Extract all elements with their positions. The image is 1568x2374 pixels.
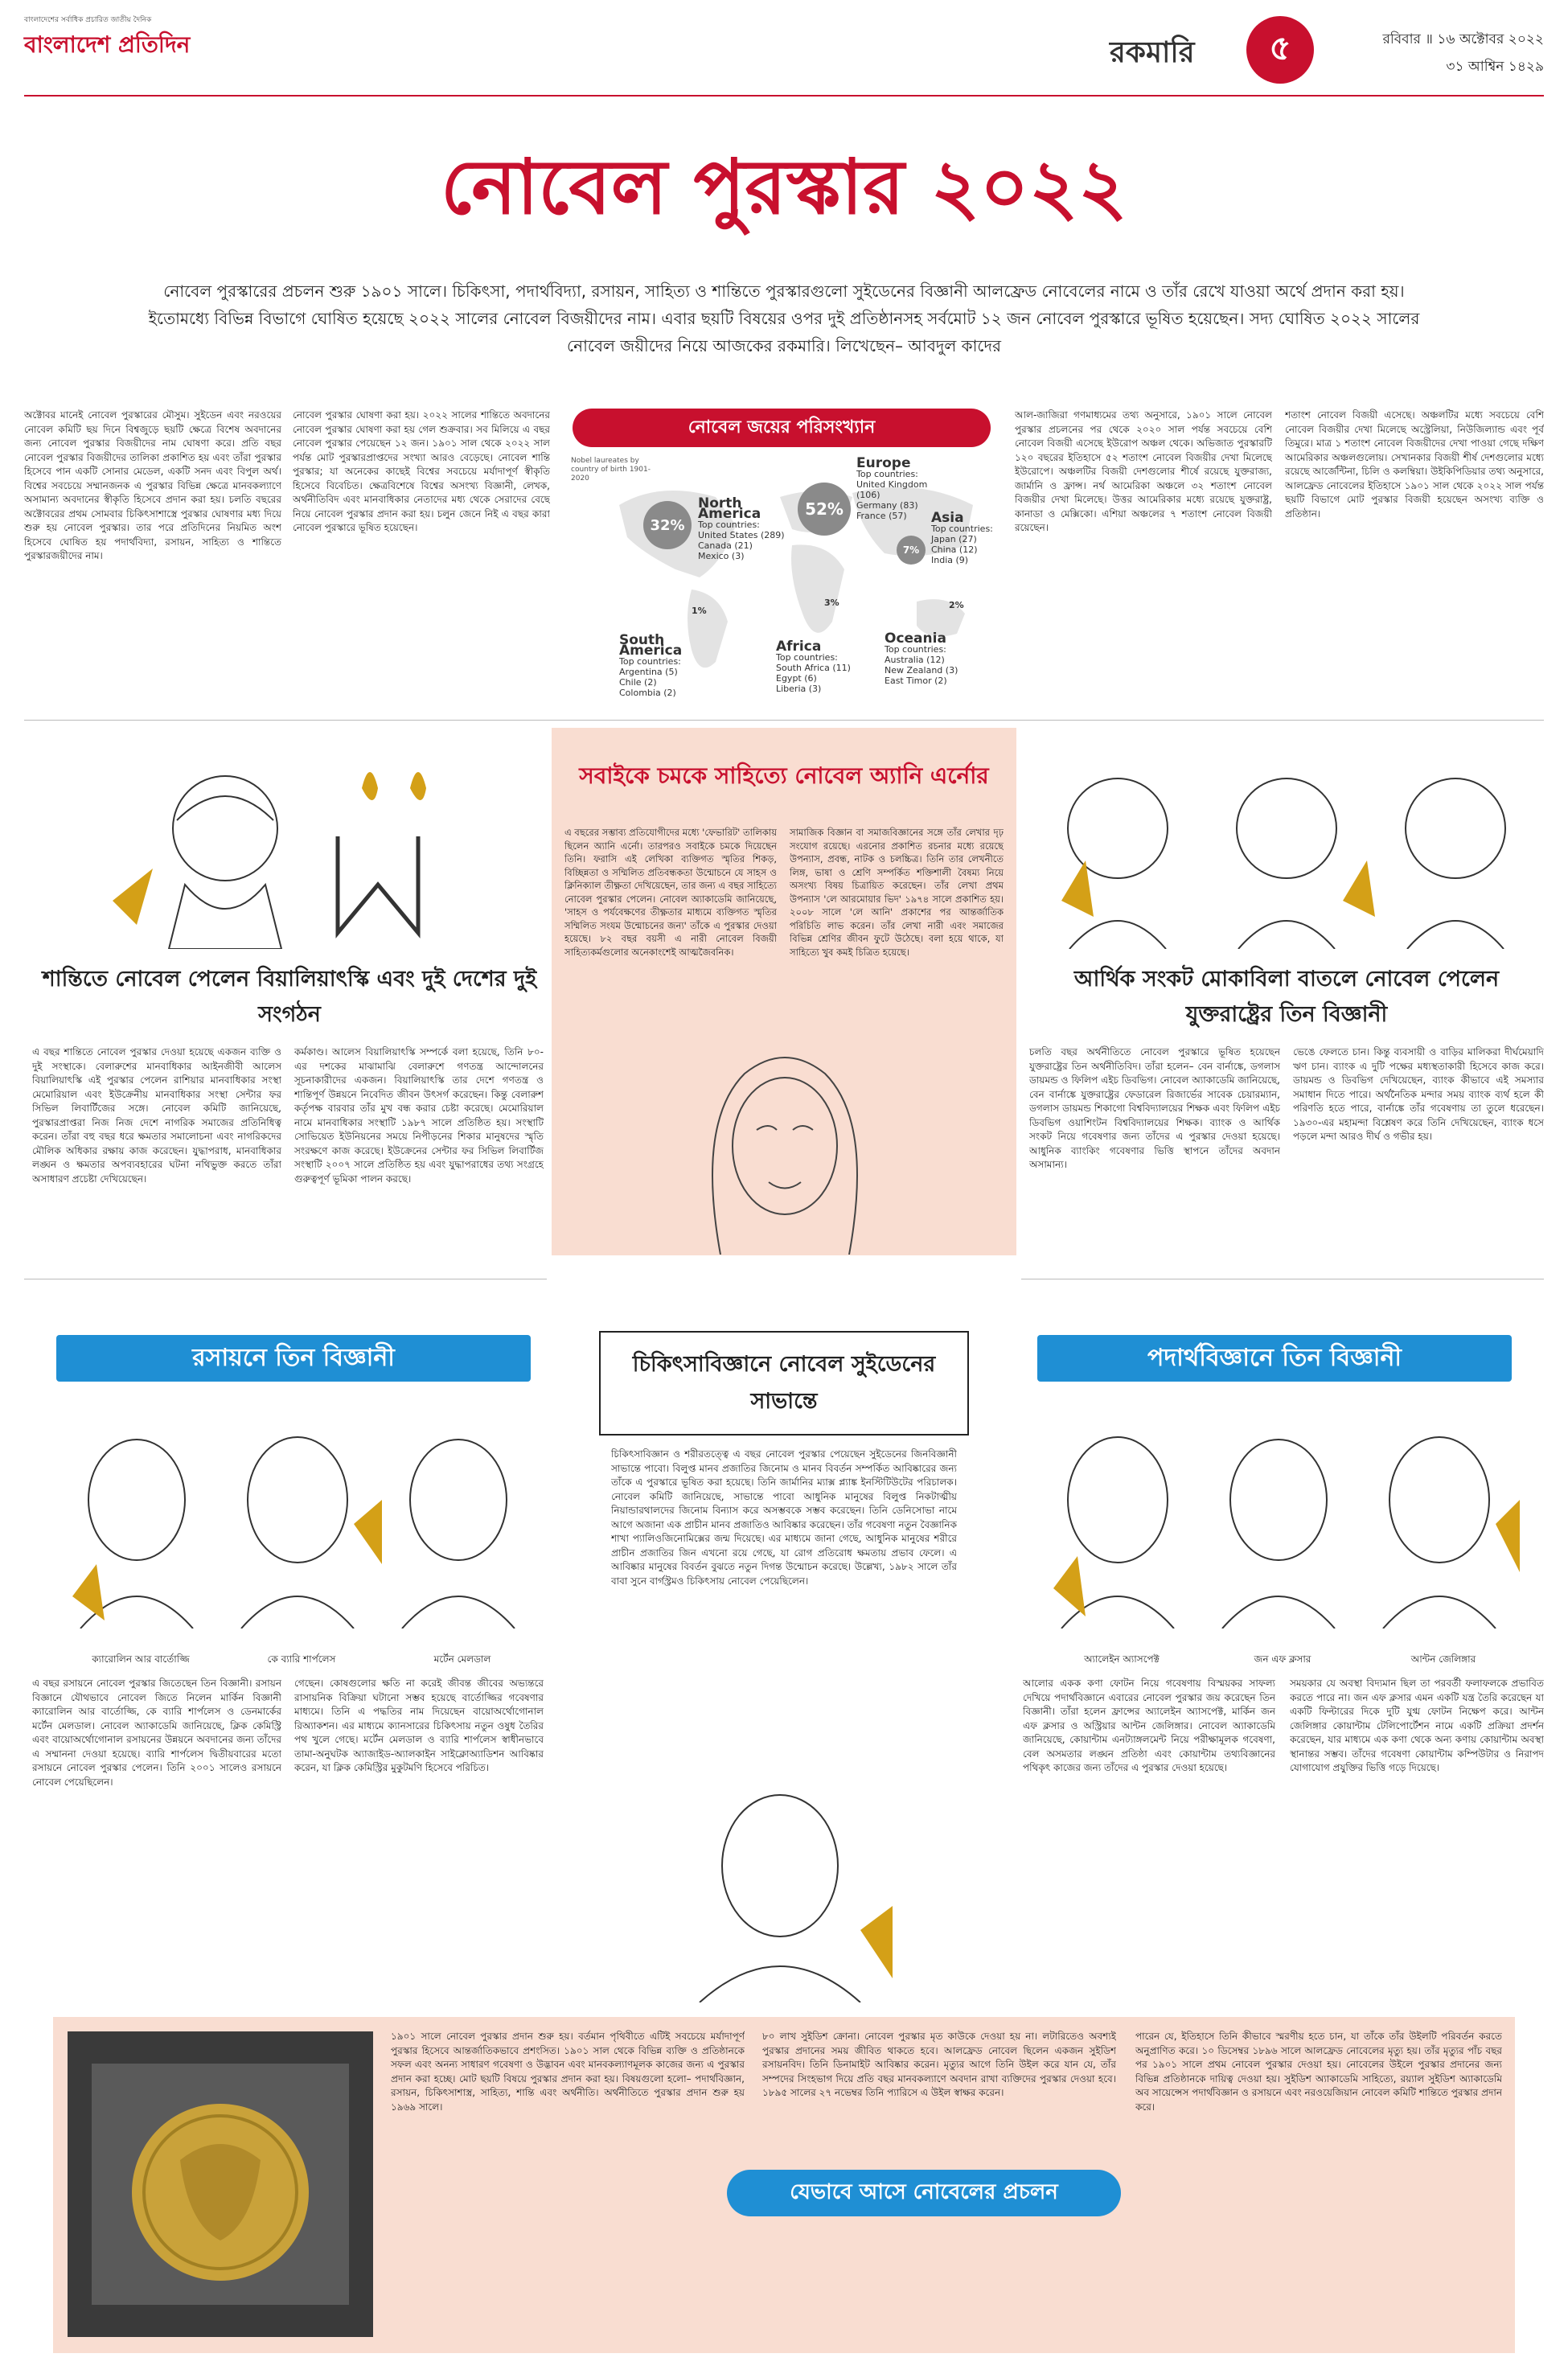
region-top-label: Top countries: bbox=[885, 644, 946, 655]
masthead bbox=[24, 16, 201, 88]
region-top-label: Top countries: bbox=[619, 656, 681, 667]
physics-caption-1: অ্যালেইন অ্যাসপেক্ট bbox=[1084, 1653, 1160, 1665]
section-divider bbox=[24, 720, 1544, 721]
chemistry-caption-2: কে ব্যারি শার্পলেস bbox=[267, 1653, 336, 1665]
header-divider bbox=[24, 95, 1544, 97]
history-heading: যেভাবে আসে নোবেলের প্রচলন bbox=[727, 2170, 1121, 2216]
top-article-col4: শতাংশ নোবেল বিজয়ী এসেছে। অঞ্চলটির মধ্যে সবচেয়ে বেশি নোবেল বিজয়ীর দেখা মিলেছে অস্ট্রেলিয়া, নিউজিল্যান্ড এবং পূর্ব তিমুরে। মাত্র ১ শতাংশ নোবেল বিজয়ীদের দেখা পাওয়া গেছে দক্ষিণ আমেরিকার অঞ্চলগুলোয়। সেখানকার বিজয়ী শীর্ষ দেশগুলোর মধ্যে রয়েছে আর্জেন্টিনা, চিলি ও কলম্বিয়া। উইকিপিডিয়ার তথ্য অনুসারে, আলফ্রেড নোবেলের ইতিহাসে ১৯০১ সাল থেকে ২০২২ সাল পর্যন্ত ছয়টি বিভাগে মোট পুরস্কার বিজয়ী হয়েছেন অসংখ্য ব্যক্তি ও প্রতিষ্ঠান। bbox=[1285, 409, 1544, 520]
asia-pct: 7% bbox=[897, 536, 926, 565]
region-country: Liberia (3) bbox=[776, 684, 822, 694]
peace-headline: শান্তিতে নোবেল পেলেন বিয়ালিয়াৎস্কি এবং দুই দেশের দুই সংগঠন bbox=[42, 967, 537, 1027]
medicine-headline-box bbox=[599, 1331, 969, 1435]
literature-laureate-portrait bbox=[648, 1025, 922, 1255]
page-number-badge: ৫ bbox=[1246, 16, 1314, 84]
date-line-bengali: ৩১ আশ্বিন ১৪২৯ bbox=[1446, 59, 1544, 75]
physics-heading: পদার্থবিজ্ঞানে তিন বিজ্ঞানী bbox=[1037, 1335, 1512, 1382]
medicine-headline: চিকিৎসাবিজ্ঞানে নোবেল সুইডেনের সাভান্তে bbox=[632, 1352, 936, 1414]
region-name: Oceania bbox=[885, 630, 946, 647]
literature-headline: সবাইকে চমকে সাহিত্যে নোবেল অ্যানি এর্নোর bbox=[579, 762, 989, 789]
region-country: Chile (2) bbox=[619, 677, 657, 688]
medicine-col1: চিকিৎসাবিজ্ঞান ও শরীরতত্ত্বে এ বছর নোবেল পুরস্কার পেয়েছেন সুইডেনের জিনবিজ্ঞানী সাভান্তে পাবো। বিলুপ্ত মানব প্রজাতির জিনোম ও মানব বিবর্তন সম্পর্কিত আবিষ্কারের জন্য তাঁকে এ পুরস্কারে ভূষিত করা হয়েছে। তিনি জার্মানির ম্যাক্স প্ল্যাঙ্ক ইনস্টিটিউটের পরিচালক। নোবেল কমিটি জানিয়েছে, সাভান্তে পাবো আধুনিক মানুষের বিলুপ্ত নিকটাত্মীয় নিয়ান্ডারথালদের জিনোম বিন্যাস করে অসম্ভবকে সম্ভব করেছেন। তিনি ডেনিসোভা নামে আগে অজানা এক প্রাচীন মানব প্রজাতিও আবিষ্কার করেছেন। তাঁর গবেষণা নতুন বৈজ্ঞানিক শাখা প্যালিওজিনোমিক্সের জন্ম দিয়েছে। এর মাধ্যমে জানা গেছে, আধুনিক মানুষের শরীরে প্রাচীন প্রজাতির জিন এখনো রয়ে গেছে, যা রোগ প্রতিরোধ ক্ষমতায় প্রভাব ফেলে। এ আবিষ্কার মানুষের বিবর্তন বুঝতে নতুন দিগন্ত উন্মোচন করেছে। উল্লেখ্য, ১৯৮২ সালে তাঁর বাবা সুনে বার্গস্ট্রমও চিকিৎসায় নোবেল পেয়েছিলেন। bbox=[611, 1448, 957, 1587]
region-country: East Timor (2) bbox=[885, 676, 947, 686]
peace-col2: কর্মকাণ্ড। আলেস বিয়ালিয়াৎস্কি সম্পর্কে বলা হয়েছে, তিনি ৮০-এর দশকের মাঝামাঝি বেলারুশে গণতন্ত্র আন্দোলনের সূচনাকারীদের একজন। বিয়ালিয়াৎস্কি তার দেশে গণতন্ত্র ও শান্তিপূর্ণ উন্নয়নে নিবেদিত জীবন উৎসর্গ করেছেন। কিন্তু বেলারুশ কর্তৃপক্ষ বারবার তাঁর মুখ বন্ধ করার চেষ্টা করেছে। মেমোরিয়াল নামে মানবাধিকার সংস্থাটি ১৯৮৭ সালে প্রতিষ্ঠিত হয়। সংস্থাটি সোভিয়েত ইউনিয়নের সময়ে নিপীড়নের শিকার মানুষদের স্মৃতি সংরক্ষণে কাজ করেছে। ইউক্রেনের সেন্টার ফর সিভিল লিবার্টিজ সংস্থাটি ২০০৭ সালে প্রতিষ্ঠিত হয় এবং যুদ্ধাপরাধের তথ্য সংগ্রহে গুরুত্বপূর্ণ ভূমিকা পালন করছে। bbox=[294, 1046, 544, 1185]
region-name: Africa bbox=[776, 639, 822, 655]
region-country: Germany (83) bbox=[856, 500, 918, 511]
region-top-label: Top countries: bbox=[698, 520, 760, 530]
peace-laureate-illustration bbox=[64, 740, 515, 949]
region-oceania bbox=[885, 630, 973, 686]
history-col2-top: ৮০ লাখ সুইডিশ ক্রোনা। নোবেল পুরস্কার মৃত কাউকে দেওয়া হয় না। লটারিতেও অবশ্যই পুরস্কার প্রদানের সময় জীবিত থাকতে হবে। আলফ্রেড নোবেল ছিলেন একজন সুইডিশ রসায়নবিদ। তিনি ডিনামাইট আবিষ্কার করেন। মৃত্যুর আগে তিনি উইল করে যান যে, তাঁর সম্পদের সিংহভাগ দিয়ে প্রতি বছর মানবকল্যাণে অবদান রাখা ব্যক্তিদের পুরস্কার দেওয়া হবে। ১৮৯৫ সালের ২৭ নভেম্বর তিনি প্যারিসে এ উইল স্বাক্ষর করেন। bbox=[762, 2031, 1116, 2098]
physics-caption-2: জন এফ ক্লসার bbox=[1254, 1653, 1311, 1665]
region-name: South America bbox=[619, 632, 683, 659]
economics-col2: ভেঙে ফেলতে চান। কিন্তু ব্যবসায়ী ও বাড়ির মালিকরা দীর্ঘমেয়াদি ঋণ চান। ব্যাংক এ দুটি পক্ষের মধ্যস্থতাকারী হিসেবে কাজ করে। ডায়মন্ড ও ডিবভিগ দেখিয়েছেন, ব্যাংক কীভাবে এই সমস্যার সমাধান দিতে পারে। অর্থনৈতিক মন্দার সময় ব্যাংক ব্যর্থ হলে কী পরিণতি হতে পারে, বার্নাঙ্কে তাঁর গবেষণায় তা তুলে ধরেছেন। ১৯৩০-এর মহামন্দা বিশ্লেষণ করে তিনি দেখিয়েছেন, ব্যাংক ধসে পড়লে মন্দা আরও দীর্ঘ ও গভীর হয়। bbox=[1293, 1046, 1544, 1142]
region-country: Argentina (5) bbox=[619, 667, 678, 677]
chemistry-laureates-illustration bbox=[64, 1403, 531, 1629]
region-country: France (57) bbox=[856, 511, 907, 521]
peace-col1: এ বছর শান্তিতে নোবেল পুরস্কার দেওয়া হয়েছে একজন ব্যক্তি ও দুই সংস্থাকে। বেলারুশের মানবাধিকার আইনজীবী আলেস বিয়ালিয়াৎস্কি এই পুরস্কার পেলেন রাশিয়ার মানবাধিকার সংস্থা মেমোরিয়াল এবং ইউক্রেনীয় মানবাধিকার সংস্থা সেন্টার ফর সিভিল লিবার্টিজের সঙ্গে। নোবেল কমিটি জানিয়েছে, পুরস্কারপ্রাপ্তরা নিজ নিজ দেশে নাগরিক সমাজের প্রতিনিধিত্ব করেন। তাঁরা বহু বছর ধরে ক্ষমতার সমালোচনা এবং নাগরিকদের মৌলিক অধিকার রক্ষায় কাজ করেছেন। যুদ্ধাপরাধ, মানবাধিকার লঙ্ঘন ও ক্ষমতার অপব্যবহারের ঘটনা নথিভুক্ত করতে তাঁরা অসাধারণ প্রচেষ্টা দেখিয়েছেন। bbox=[32, 1046, 281, 1185]
economics-headline: আর্থিক সংকট মোকাবিলা বাতলে নোবেল পেলেন যুক্তরাষ্ট্রের তিন বিজ্ঞানী bbox=[1073, 967, 1500, 1027]
physics-laureates-illustration bbox=[1037, 1403, 1520, 1629]
region-north-america bbox=[698, 495, 786, 561]
economics-laureates-illustration bbox=[1037, 740, 1536, 949]
literature-section bbox=[552, 728, 1016, 1255]
chemistry-caption-1: ক্যারোলিন আর বার্তোজ্জি bbox=[92, 1653, 190, 1665]
infographic-heading: নোবেল জয়ের পরিসংখ্যান bbox=[573, 409, 991, 447]
chemistry-col2: গেছেন। কোষগুলোর ক্ষতি না করেই জীবন্ত জীবের অভ্যন্তরে রাসায়নিক বিক্রিয়া ঘটানো সম্ভব হয়েছে বার্তোজ্জির গবেষণার মাধ্যমে। তিনি এ পদ্ধতির নাম দিয়েছেন বায়োঅর্থোগোনাল রিঅ্যাকশন। এর মাধ্যমে ক্যানসারের চিকিৎসায় নতুন ওষুধ তৈরির পথ খুলে গেছে। মর্টেন মেলডাল ও ব্যারি শার্পলেস স্বাধীনভাবে তামা-অনুঘটক অ্যাজাইড-অ্যালকাইন সাইক্লোঅ্যাডিশন আবিষ্কার করেন, যা ক্লিক কেমিস্ট্রির মুকুটমণি হিসেবে পরিচিত। bbox=[294, 1678, 544, 1773]
top-article-col1: অক্টোবর মানেই নোবেল পুরস্কারের মৌসুম। সুইডেন এবং নরওয়ের নোবেল কমিটি ছয় দিনে বিশ্বজুড়ে ছয়টি ক্ষেত্রে বিশেষ অবদানের জন্য নোবেল পুরস্কার বিজয়ীদের নাম ঘোষণা করে। প্রতি বছর নোবেল পুরস্কার বিজয়ীদের তালিকা প্রকাশিত হয় এবং তাঁরা পুরস্কার হিসেবে পান একটি সোনার মেডেল, একটি সনদ এবং বিপুল অর্থ। বিশ্বের সবচেয়ে সম্মানজনক এ পুরস্কার বিভিন্ন ক্ষেত্রে মানবকল্যাণে অসামান্য অবদানের স্বীকৃতি হিসেবে প্রদান করা হয়। চলতি বছরের অক্টোবরের প্রথম সোমবার চিকিৎসাশাস্ত্রে পুরস্কার ঘোষণার মধ্য দিয়ে শুরু হয় নোবেল পুরস্কার। তার পরে প্রতিদিনের নিয়মিত অংশ হিসেবে ঘোষিত হয় পদার্থবিদ্যা, রসায়ন, সাহিত্য ও শান্তিতে পুরস্কারজয়ীদের নাম। bbox=[24, 409, 281, 561]
region-country: Egypt (6) bbox=[776, 673, 817, 684]
masthead-tagline: বাংলাদেশের সর্বাধিক প্রচারিত জাতীয় দৈনিক bbox=[24, 16, 152, 24]
region-top-label: Top countries: bbox=[776, 652, 838, 663]
region-country: Australia (12) bbox=[885, 655, 945, 665]
nobel-stats-infographic bbox=[563, 409, 1001, 710]
economics-col1: চলতি বছর অর্থনীতিতে নোবেল পুরস্কারে ভূষিত হয়েছেন যুক্তরাষ্ট্রের তিন অর্থনীতিবিদ। তাঁরা হলেন– বেন বার্নাঙ্কে, ডগলাস ডায়মন্ড ও ফিলিপ এইচ ডিবভিগ। নোবেল অ্যাকাডেমি জানিয়েছে, বেন বার্নাঙ্কে যুক্তরাষ্ট্রের ফেডারেল রিজার্ভের সাবেক চেয়ারম্যান, ডগলাস ডায়মন্ড শিকাগো বিশ্ববিদ্যালয়ের শিক্ষক এবং ফিলিপ এইচ ডিবভিগ ওয়াশিংটন বিশ্ববিদ্যালয়ের শিক্ষক। ব্যাংক ও আর্থিক সংকট নিয়ে গবেষণার জন্য তাঁদের এ পুরস্কার দেওয়া হয়েছে। আধুনিক ব্যাংকিং গবেষণার ভিত্তি স্থাপনে তাঁদের অবদান অসামান্য। bbox=[1029, 1046, 1280, 1170]
literature-col1: এ বছরের সম্ভাব্য প্রতিযোগীদের মধ্যে 'ফেভারিট' তালিকায় ছিলেন অ্যানি এর্নো। তারপরও সবাইকে চমকে দিয়েছেন তিনি। ফরাসি এই লেখিকা ব্যক্তিগত স্মৃতির শিকড়, বিচ্ছিন্নতা ও সম্মিলিত প্রতিবন্ধকতা উন্মোচনে যে সাহস ও ক্লিনিক্যাল তীক্ষ্ণতা দেখিয়েছেন, তার জন্য এ বছর সাহিত্যে নোবেল পুরস্কার পেলেন। নোবেল অ্যাকাডেমি জানিয়েছে, 'সাহস ও পর্যবেক্ষণের তীক্ষ্ণতার মাধ্যমে ব্যক্তিগত স্মৃতির সম্মিলিত সংযম উন্মোচনের জন্য' তাঁকে এ পুরস্কার দেওয়া হয়েছে। ৮২ বছর বয়সী এ নারী নোবেল বিজয়ী সাহিত্যকর্মগুলোর অনেকাংশেই আত্মজৈবনিক। bbox=[564, 827, 777, 958]
chemistry-col1: এ বছর রসায়নে নোবেল পুরস্কার জিতেছেন তিন বিজ্ঞানী। রসায়ন বিজ্ঞানে যৌথভাবে নোবেল জিতে নিলেন মার্কিন বিজ্ঞানী ক্যারোলিন আর বার্তোজ্জি, কে ব্যারি শার্পলেস ও ডেনমার্কের মর্টেন মেলডাল। নোবেল অ্যাকাডেমি জানিয়েছে, ক্লিক কেমিস্ট্রি এবং বায়োঅর্থোগোনাল রসায়নের উন্নয়নে অবদানের জন্য তাঁদের এ সম্মাননা দেওয়া হয়েছে। ব্যারি শার্পলেস দ্বিতীয়বারের মতো রসায়নে নোবেল পুরস্কার পেলেন। তিনি ২০০১ সালেও রসায়নে নোবেল পেয়েছিলেন। bbox=[32, 1678, 281, 1788]
oceania-pct: 2% bbox=[949, 600, 964, 610]
region-country: Mexico (3) bbox=[698, 551, 745, 561]
region-country: India (9) bbox=[931, 555, 969, 565]
physics-col1: আলোর একক কণা ফোটন নিয়ে গবেষণায় বিস্ময়কর সাফল্য দেখিয়ে পদার্থবিজ্ঞানে এবারের নোবেল পুরস্কার জয় করেছেন তিন বিজ্ঞানী। তাঁরা হলেন ফ্রান্সের অ্যালেইন অ্যাসপেক্ট, মার্কিন জন এফ ক্লসার ও অস্ট্রিয়ার আন্টন জেলিঙ্গার। নোবেল অ্যাকাডেমি জানিয়েছে, কোয়ান্টাম এনট্যাঙ্গলমেন্ট নিয়ে পরীক্ষামূলক গবেষণা, বেল অসমতার লঙ্ঘন প্রতিষ্ঠা এবং কোয়ান্টাম তথ্যবিজ্ঞানের পথিকৃৎ কাজের জন্য তাঁদের এ পুরস্কার দেওয়া হয়েছে। bbox=[1023, 1678, 1275, 1773]
chemistry-heading: রসায়নে তিন বিজ্ঞানী bbox=[56, 1335, 531, 1382]
region-top-label: Top countries: bbox=[931, 524, 993, 534]
history-col3: পারেন যে, ইতিহাসে তিনি কীভাবে স্মরণীয় হতে চান, যা তাঁকে তাঁর উইলটি পরিবর্তন করতে অনুপ্রাণিত করে। ১০ ডিসেম্বর ১৮৯৬ সালে আলফ্রেড নোবেলের মৃত্যু হয়। তাঁর মৃত্যুর পাঁচ বছর পর ১৯০১ সালে প্রথম নোবেল পুরস্কার দেওয়া হয়। নোবেলের উইলে পুরস্কার প্রদানের জন্য বিভিন্ন প্রতিষ্ঠানকে দায়িত্ব দেওয়া হয়। সুইডিশ অ্যাকাডেমি সাহিত্যে, রয়্যাল সুইডিশ অ্যাকাডেমি অব সায়েন্সেস পদার্থবিজ্ঞান ও রসায়নে এবং নরওয়েজিয়ান নোবেল কমিটি শান্তিতে পুরস্কার প্রদান করে। bbox=[1135, 2031, 1502, 2113]
chemistry-caption-3: মর্টেন মেলডাল bbox=[433, 1653, 491, 1665]
region-country: New Zealand (3) bbox=[885, 665, 958, 676]
date-line-gregorian: রবিবার ॥ ১৬ অক্টোবর ২০২২ bbox=[1382, 31, 1544, 47]
region-asia bbox=[931, 510, 999, 565]
history-col1: ১৯০১ সালে নোবেল পুরস্কার প্রদান শুরু হয়। বর্তমান পৃথিবীতে এটিই সবচেয়ে মর্যাদাপূর্ণ পুরস্কার হিসেবে আন্তর্জাতিকভাবে প্রশংসিত। ১৯০১ সাল থেকে বিভিন্ন ব্যক্তি ও প্রতিষ্ঠানকে সফল এবং অনন্য সাধারণ গবেষণা ও উদ্ভাবন এবং মানবকল্যাণমূলক কাজের জন্য এ পুরস্কার প্রদান করা হচ্ছে। মোট ছয়টি বিষয়ে পুরস্কার প্রদান করা হয়। বিষয়গুলো হলো– পদার্থবিজ্ঞান, রসায়ন, চিকিৎসাশাস্ত্র, সাহিত্য, শান্তি এবং অর্থনীতি। অর্থনীতিতে পুরস্কার প্রদান শুরু হয় ১৯৬৯ সালে। bbox=[391, 2031, 745, 2113]
medicine-laureate-portrait bbox=[659, 1769, 909, 2002]
masthead-paper-name: বাংলাদেশ প্রতিদিন bbox=[24, 31, 191, 58]
region-country: United Kingdom (106) bbox=[856, 479, 928, 500]
section-label: রকমারি bbox=[1110, 36, 1195, 69]
infographic-subtitle: Nobel laureates by country of birth 1901-2020 bbox=[571, 457, 651, 483]
africa-pct: 3% bbox=[824, 598, 839, 608]
intro-paragraph: নোবেল পুরস্কারের প্রচলন শুরু ১৯০১ সালে। চিকিৎসা, পদার্থবিদ্যা, রসায়ন, সাহিত্য ও শান্তিতে পুরস্কারগুলো সুইডেনের বিজ্ঞানী আলফ্রেড নোবেলের নামে ও তাঁর রেখে যাওয়া অর্থে প্রদান করা হয়। ইতোমধ্যে বিভিন্ন বিভাগে ঘোষিত হয়েছে ২০২২ সালের নোবেল বিজয়ীদের নাম। এবার ছয়টি বিষয়ের ওপর দুই প্রতিষ্ঠানসহ সর্বমোট ১২ জন নোবেল পুরস্কারে ভূষিত হয়েছেন। সদ্য ঘোষিত ২০২২ সালের নোবেল জয়ীদের নিয়ে আজকের রকমারি। লিখেছেন– আবদুল কাদের bbox=[148, 281, 1420, 355]
north-america-pct: 32% bbox=[643, 501, 692, 549]
history-section bbox=[53, 2017, 1515, 2353]
region-name: North America bbox=[698, 495, 761, 522]
region-country: Canada (21) bbox=[698, 540, 753, 551]
region-name: Europe bbox=[856, 455, 911, 471]
region-africa bbox=[776, 639, 856, 694]
south-america-pct: 1% bbox=[692, 606, 707, 616]
region-top-label: Top countries: bbox=[856, 469, 918, 479]
europe-pct: 52% bbox=[798, 483, 851, 536]
top-article-col3: আল-জাজিরা গণমাধ্যমের তথ্য অনুসারে, ১৯০১ সালে নোবেল পুরস্কার প্রচলনের পর থেকে ২০২০ সাল পর্যন্ত সবচেয়ে বেশি নোবেল বিজয়ী এসেছে ইউরোপ অঞ্চল থেকে। অভিজাত পুরস্কারটি ১২০ বছরের ইতিহাসে ৫২ শতাংশ নোবেল বিজয়ীর দেখা মিলেছে ইউরোপে। অঞ্চলটির বিজয়ী দেশগুলোর শীর্ষে রয়েছে যুক্তরাজ্য, জার্মানি ও ফ্রান্স। নর্থ আমেরিকা অঞ্চলে ৩২ শতাংশ নোবেল বিজয়ীর দেখা মিলেছে। উত্তর আমেরিকার মধ্যে রয়েছে যুক্তরাষ্ট্র, কানাডা ও মেক্সিকো। এশিয়া অঞ্চলের ৭ শতাংশ নোবেল বিজয়ী রয়েছেন। bbox=[1015, 409, 1272, 533]
region-country: Colombia (2) bbox=[619, 688, 676, 698]
region-country: China (12) bbox=[931, 544, 978, 555]
region-country: United States (289) bbox=[698, 530, 785, 540]
literature-col2: সামাজিক বিজ্ঞান বা সমাজবিজ্ঞানের সঙ্গে তাঁর লেখার দৃঢ় সংযোগ রয়েছে। এরনোর প্রকাশিত রচনার মধ্যে রয়েছে উপন্যাস, প্রবন্ধ, নাটক ও চলচ্চিত্র। তিনি তার লেখনীতে লিঙ্গ, ভাষা ও শ্রেণি সম্পর্কিত শক্তিশালী বৈষম্য নিয়ে অসংখ্য বিষয় চিত্রায়িত করেছেন। তাঁর লেখা প্রথম উপন্যাস 'লে আরমোয়ার ভিদ' ১৯৭৪ সালে প্রকাশিত হয়। ২০০৮ সালে 'লে আনি' প্রকাশের পর আন্তর্জাতিক পরিচিতি লাভ করেন। তাঁর লেখা নারী এবং সমাজের বিভিন্ন শ্রেণির জীবন ফুটে উঠেছে। বলা হয়ে থাকে, যা সাহিত্যে খুব কমই চিত্রিত হয়েছে। bbox=[790, 827, 1004, 958]
region-country: Japan (27) bbox=[931, 534, 977, 544]
main-title: নোবেল পুরস্কার ২০২২ bbox=[441, 143, 1127, 232]
physics-caption-3: আন্টন জেলিঙ্গার bbox=[1410, 1653, 1476, 1665]
physics-col2: সময়কার যে অবস্থা বিদ্যমান ছিল তা পরবর্তী ফলাফলকে প্রভাবিত করতে পারে না। জন এফ ক্লসার এমন একটি যন্ত্র তৈরি করেছেন যা একটি ফিল্টারের দিকে দুটি যুগ্ম ফোটন নিক্ষেপ করে। আন্টন জেলিঙ্গার কোয়ান্টাম টেলিপোর্টেশন নামে একটি প্রক্রিয়া প্রদর্শন করেছেন, যার মাধ্যমে এক কণা থেকে অন্য কণায় কোয়ান্টাম অবস্থা স্থানান্তর সম্ভব। তাঁদের গবেষণা কোয়ান্টাম কম্পিউটার ও নিরাপদ যোগাযোগ প্রযুক্তির ভিত্তি গড়ে দিয়েছে। bbox=[1290, 1678, 1544, 1773]
region-south-america bbox=[619, 632, 700, 698]
top-article-col2: নোবেল পুরস্কার ঘোষণা করা হয়। ২০২২ সালের শান্তিতে অবদানের নোবেল পুরস্কার ঘোষণা করা হয় গেল শুক্রবার। সব মিলিয়ে এ বছর নোবেল পুরস্কার পেয়েছেন ১২ জন। ১৯০১ সাল থেকে ২০২২ সাল পর্যন্ত মোট পুরস্কারপ্রাপ্তদের সংখ্যা আরও বেড়েছে। নোবেল শান্তি পুরস্কার; যা অনেকের কাছেই বিশ্বের সবচেয়ে মর্যাদাপূর্ণ স্বীকৃতি হিসেবে বিবেচিত। ক্ষেত্রবিশেষে বিশ্বের অসংখ্য বিজ্ঞানী, লেখক, অর্থনীতিবিদ এবং মানবাধিকার নেতাদের মধ্য থেকে সেরাদের বেছে নিয়ে নোবেল পুরস্কার প্রদান করা হয়। চলুন জেনে নিই এ বছর কারা নোবেল পুরস্কারে ভূষিত হয়েছেন। bbox=[293, 409, 550, 533]
nobel-medal-photo bbox=[68, 2031, 373, 2337]
region-country: South Africa (11) bbox=[776, 663, 851, 673]
region-name: Asia bbox=[931, 510, 964, 526]
